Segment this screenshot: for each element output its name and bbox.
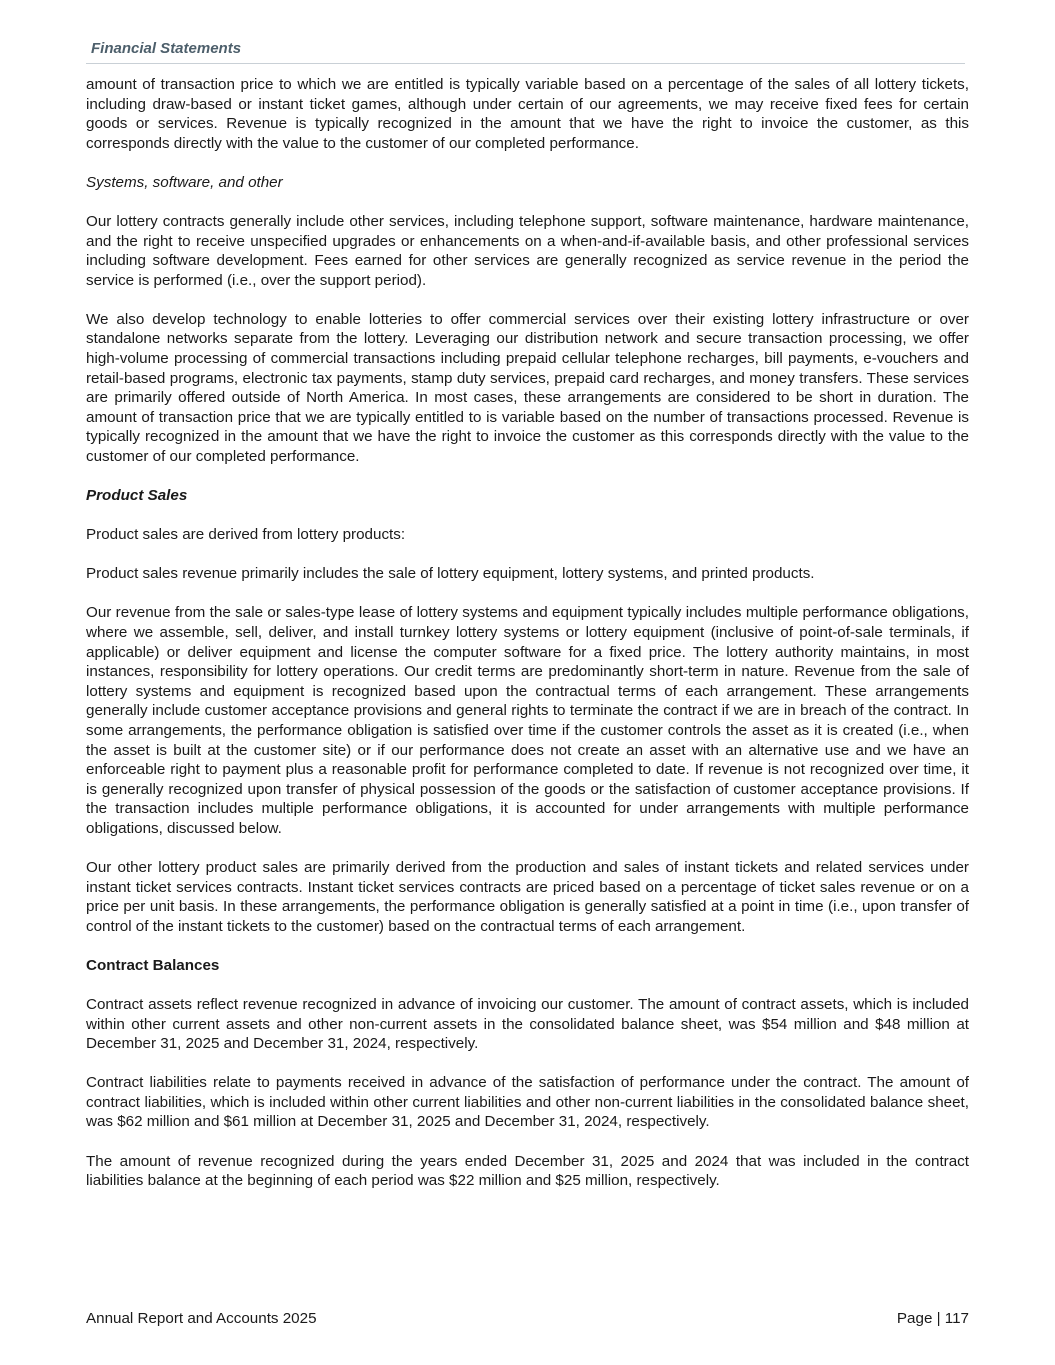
section-heading-contract-balances: Contract Balances bbox=[86, 956, 220, 974]
subheading-systems-software: Systems, software, and other bbox=[86, 173, 283, 191]
paragraph-transaction-price: amount of transaction price to which we are entitled is typically variable based on a percentage of the sales of all lottery tickets, including draw-based or instant ticket games, although under certain of our agreements, we may receive fixed fees for certain goods or services. Revenue is typically recognized in the amount that we have the right to invoice the customer, as this corresponds directly with the value to the customer of our completed performance. bbox=[86, 76, 969, 152]
paragraph-contract-liabilities: Contract liabilities relate to payments received in advance of the satisfaction of performance under the contract. The amount of contract liabilities, which is included within other current liabilities and other non-current liabilities in the consolidated balance sheet, was $62 million and $61 million at December 31, 2025 and December 31, 2024, respectively. bbox=[86, 1074, 969, 1131]
paragraph-revenue-recognized: The amount of revenue recognized during the years ended December 31, 2025 and 2024 that was included in the contract liabilities balance at the beginning of each period was $22 million and $25 million, respectively. bbox=[86, 1152, 969, 1190]
paragraph-lottery-contracts: Our lottery contracts generally include other services, including telephone support, software maintenance, hardware maintenance, and the right to receive unspecified upgrades or enhancements on a when-and-if-available basis, and other professional services including software development. Fees earned for other services are generally recognized as service revenue in the period the service is performed (i.e., over the support period). bbox=[86, 212, 969, 289]
document-body bbox=[86, 75, 969, 1210]
paragraph-product-sales-derived: Product sales are derived from lottery products: bbox=[86, 526, 406, 544]
footer-report-title: Annual Report and Accounts 2025 bbox=[86, 1310, 317, 1327]
paragraph-product-sales-revenue: Product sales revenue primarily includes the sale of lottery equipment, lottery systems, and printed products. bbox=[86, 565, 815, 583]
header-title: Financial Statements bbox=[91, 40, 242, 57]
page-header bbox=[86, 39, 965, 64]
section-heading-product-sales: Product Sales bbox=[86, 487, 188, 505]
paragraph-commercial-services: We also develop technology to enable lotteries to offer commercial services over their existing lottery infrastructure or over standalone networks separate from the lottery. Leveraging our distribution network and secure transaction processing, we offer high-volume processing of commercial transactions including prepaid cellular telephone recharges, bill payments, e-vouchers and retail-based programs, electronic tax payments, stamp duty services, prepaid card recharges, and money transfers. These services are primarily offered outside of North America. In most cases, these arrangements are considered to be short in duration. The amount of transaction price that we are typically entitled to is variable based on the number of transactions processed. Revenue is typically recognized in the amount that we have the right to invoice the customer as this corresponds directly with the value to the customer of our completed performance. bbox=[86, 310, 969, 465]
footer-page-number: Page | 117 bbox=[896, 1310, 969, 1327]
paragraph-contract-assets: Contract assets reflect revenue recognized in advance of invoicing our customer. The amount of contract assets, which is included within other current assets and other non-current assets in the consolidated balance sheet, was $54 million and $48 million at December 31, 2025 and December 31, 2024, respectively. bbox=[86, 995, 969, 1053]
paragraph-instant-tickets: Our other lottery product sales are primarily derived from the production and sales of instant tickets and related services under instant ticket services contracts. Instant ticket services contracts are priced based on a percentage of ticket sales revenue or on a price per unit basis. In these arrangements, the performance obligation is generally satisfied at a point in time (i.e., upon transfer of control of the instant tickets to the customer) based on the contractual terms of each arrangement. bbox=[86, 859, 969, 935]
paragraph-sales-type-lease: Our revenue from the sale or sales-type lease of lottery systems and equipment typically includes multiple performance obligations, where we assemble, sell, deliver, and install turnkey lottery systems or lottery equipment (inclusive of point-of-sale terminals, if applicable) or deliver equipment and license the computer software for a fixed price. The lottery authority maintains, in most instances, responsibility for lottery operations. Our credit terms are predominantly short-term in nature. Revenue from the sale of lottery systems and equipment is recognized based upon the contractual terms of each arrangement. These arrangements generally include customer acceptance provisions and general rights to terminate the contract if we are in breach of the contract. In some arrangements, the performance obligation is satisfied over time if the customer controls the asset as it is created (i.e., when the asset is built at the customer site) or if our performance does not create an asset with an alternative use and we have an enforceable right to payment plus a reasonable profit for performance completed to date. If revenue is not recognized over time, it is generally recognized upon transfer of physical possession of the goods or the satisfaction of customer acceptance provisions. If the transaction includes multiple performance obligations, it is accounted for under arrangements with multiple performance obligations, discussed below. bbox=[86, 604, 969, 837]
